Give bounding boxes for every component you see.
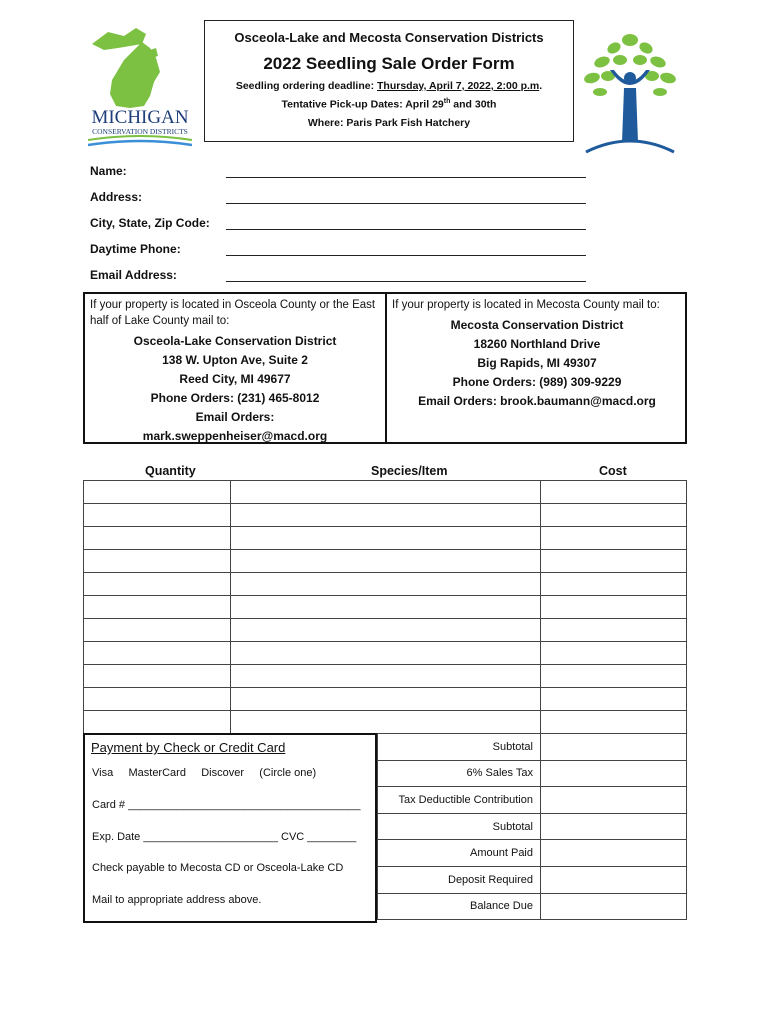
name-line[interactable] (226, 168, 586, 178)
card-type-options[interactable]: Visa MasterCard Discover (Circle one) (92, 767, 317, 779)
city-state-zip-label: City, State, Zip Code: (90, 216, 210, 230)
totals-row (378, 866, 687, 893)
organization-name: Osceola-Lake and Mecosta Conservation Districts (234, 30, 544, 45)
mecosta-email: Email Orders: brook.baumann@macd.org (418, 394, 656, 408)
quantity-cell[interactable] (84, 573, 231, 596)
species-cell[interactable] (230, 711, 540, 734)
totals-label: Subtotal (378, 813, 541, 840)
table-row (84, 481, 687, 504)
totals-row (378, 787, 687, 814)
totals-table (377, 733, 687, 920)
cost-cell[interactable] (541, 688, 687, 711)
email-address-label: Email Address: (90, 268, 177, 282)
totals-value-cell[interactable] (541, 787, 687, 814)
totals-label: Subtotal (378, 734, 541, 761)
daytime-phone-label: Daytime Phone: (90, 242, 181, 256)
table-row (84, 573, 687, 596)
form-title: 2022 Seedling Sale Order Form (263, 54, 515, 73)
species-cell[interactable] (230, 688, 540, 711)
cost-cell[interactable] (541, 596, 687, 619)
totals-value-cell[interactable] (541, 840, 687, 867)
cost-cell[interactable] (541, 573, 687, 596)
deadline-line: Seedling ordering deadline: Thursday, April 7, 2022, 2:00 p.m. (235, 80, 543, 92)
quantity-cell[interactable] (84, 711, 231, 734)
species-item-header: Species/Item (371, 464, 448, 478)
payment-title: Payment by Check or Credit Card (91, 740, 286, 755)
quantity-cell[interactable] (84, 504, 231, 527)
card-number-field[interactable]: Card # ______________________________________ (92, 799, 361, 811)
totals-label: Tax Deductible Contribution (378, 787, 541, 814)
quantity-cell[interactable] (84, 596, 231, 619)
mailing-info-box (83, 292, 687, 444)
osceola-address: Osceola-Lake Conservation District 138 W. Upton Ave, Suite 2 Reed City, MI 49677 Phone Orders: (231) 465-8012 Email Orders: mark.sweppenheiser@macd.org (85, 332, 385, 446)
cost-cell[interactable] (541, 550, 687, 573)
totals-label: 6% Sales Tax (378, 760, 541, 787)
cost-cell[interactable] (541, 619, 687, 642)
cost-cell[interactable] (541, 481, 687, 504)
totals-value-cell[interactable] (541, 734, 687, 761)
cost-cell[interactable] (541, 711, 687, 734)
species-cell[interactable] (230, 573, 540, 596)
totals-row (378, 840, 687, 867)
totals-value-cell[interactable] (541, 893, 687, 920)
totals-label: Deposit Required (378, 866, 541, 893)
email-address-line[interactable] (226, 272, 586, 282)
species-cell[interactable] (230, 550, 540, 573)
city-state-zip-line[interactable] (226, 220, 586, 230)
address-line[interactable] (226, 194, 586, 204)
totals-value-cell[interactable] (541, 813, 687, 840)
quantity-cell[interactable] (84, 527, 231, 550)
expiration-cvc-field[interactable]: Exp. Date ______________________ CVC ________ (92, 831, 357, 843)
table-row (84, 619, 687, 642)
table-row (84, 504, 687, 527)
species-cell[interactable] (230, 481, 540, 504)
species-cell[interactable] (230, 596, 540, 619)
mail-note: Mail to appropriate address above. (92, 894, 262, 906)
tree-person-logo (580, 30, 680, 155)
totals-row (378, 734, 687, 761)
osceola-intro: If your property is located in Osceola County or the East half of Lake County mail to: (90, 299, 376, 327)
daytime-phone-line[interactable] (226, 246, 586, 256)
table-row (84, 711, 687, 734)
totals-value-cell[interactable] (541, 760, 687, 787)
totals-row (378, 813, 687, 840)
table-row (84, 665, 687, 688)
quantity-cell[interactable] (84, 665, 231, 688)
totals-label: Amount Paid (378, 840, 541, 867)
table-row (84, 596, 687, 619)
quantity-cell[interactable] (84, 642, 231, 665)
check-payable-note: Check payable to Mecosta CD or Osceola-Lake CD (92, 862, 344, 874)
species-cell[interactable] (230, 619, 540, 642)
pickup-line: Tentative Pick-up Dates: April 29th and 30th (281, 98, 497, 111)
quantity-cell[interactable] (84, 688, 231, 711)
table-row (84, 550, 687, 573)
totals-value-cell[interactable] (541, 866, 687, 893)
order-items-table (83, 480, 687, 734)
cost-cell[interactable] (541, 665, 687, 688)
michigan-conservation-districts-logo (84, 24, 196, 152)
address-label: Address: (90, 190, 143, 204)
form-header (204, 20, 574, 142)
totals-row (378, 760, 687, 787)
quantity-cell[interactable] (84, 481, 231, 504)
species-cell[interactable] (230, 642, 540, 665)
table-row (84, 642, 687, 665)
osceola-lake-mailing (85, 294, 387, 442)
name-label: Name: (90, 164, 127, 178)
species-cell[interactable] (230, 665, 540, 688)
quantity-cell[interactable] (84, 619, 231, 642)
osceola-email: mark.sweppenheiser@macd.org (142, 429, 328, 443)
cost-cell[interactable] (541, 504, 687, 527)
cost-cell[interactable] (541, 527, 687, 550)
logo-michigan-text: MICHIGAN (91, 107, 189, 128)
mecosta-intro: If your property is located in Mecosta County mail to: (392, 299, 660, 311)
quantity-cell[interactable] (84, 550, 231, 573)
payment-box (83, 733, 377, 923)
cost-header: Cost (599, 464, 627, 478)
logo-conservation-text: CONSERVATION DISTRICTS (92, 127, 188, 136)
mecosta-mailing (387, 294, 687, 442)
location-line: Where: Paris Park Fish Hatchery (307, 116, 471, 129)
table-row (84, 688, 687, 711)
mecosta-address: Mecosta Conservation District 18260 Northland Drive Big Rapids, MI 49307 Phone Orders: (989) 309-9229 Email Orders: brook.baumann@macd.org (387, 316, 687, 411)
species-cell[interactable] (230, 527, 540, 550)
totals-label: Balance Due (378, 893, 541, 920)
totals-row (378, 893, 687, 920)
cost-cell[interactable] (541, 642, 687, 665)
species-cell[interactable] (230, 504, 540, 527)
quantity-header: Quantity (145, 464, 196, 478)
table-row (84, 527, 687, 550)
